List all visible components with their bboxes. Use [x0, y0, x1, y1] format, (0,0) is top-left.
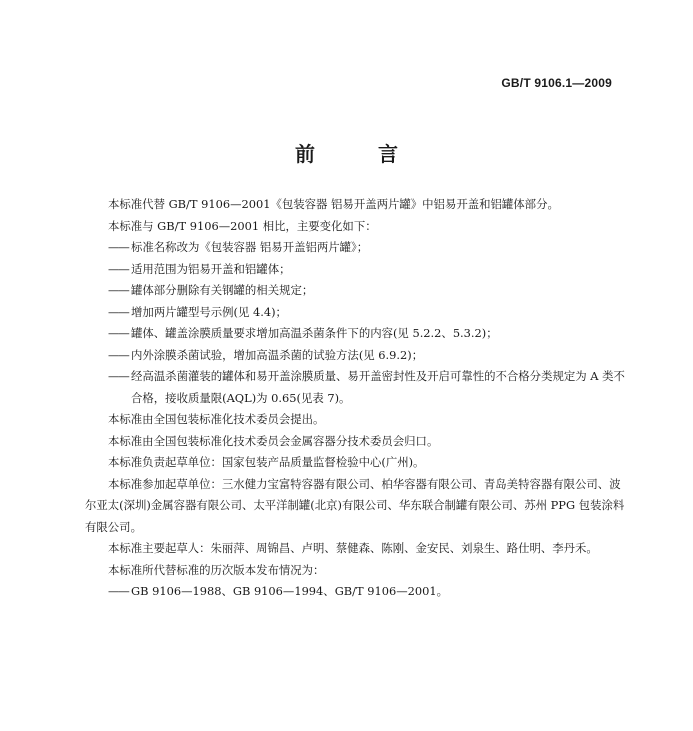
- dash-marker: ——: [108, 283, 129, 297]
- dash-marker: ——: [108, 584, 129, 598]
- dash-marker: ——: [108, 261, 129, 276]
- list-item: —— 罐体、罐盖涂膜质量要求增加高温杀菌条件下的内容(见 5.2.2、5.3.2)；: [85, 323, 625, 345]
- page-title: 前 言: [295, 142, 426, 166]
- document-code: GB/T 9106.1—2009: [501, 76, 612, 90]
- list-item: —— 经高温杀菌灌装的罐体和易开盖涂膜质量、易开盖密封性及开启可靠性的不合格分类规定为 A 类不合格，接收质量限(AQL)为 0.65(见表 7)。: [85, 366, 625, 409]
- paragraph-replacement: 本标准代替 GB/T 9106—2001《包装容器 铝易开盖两片罐》中铝易开盖和铝罐体部分。: [108, 197, 559, 211]
- dash-marker: ——: [108, 304, 129, 319]
- list-item: —— 适用范围为铝易开盖和铝罐体；: [85, 259, 625, 281]
- list-item: —— 内外涂膜杀菌试验，增加高温杀菌的试验方法(见 6.9.2)；: [85, 345, 625, 367]
- paragraph-participating-drafters: 本标准参加起草单位：三水健力宝富特容器有限公司、柏华容器有限公司、青岛美特容器有限公司、波尔亚太(深圳)金属容器有限公司、太平洋制罐(北京)有限公司、华东联合制罐有限公司、苏州 PPG 包装涂料有限公司。: [85, 476, 625, 534]
- dash-marker: ——: [108, 369, 129, 383]
- paragraph-centralized: 本标准由全国包装标准化技术委员会金属容器分技术委员会归口。: [108, 433, 439, 448]
- list-item: —— 罐体部分删除有关钢罐的相关规定；: [85, 280, 625, 302]
- history-item: —— GB 9106—1988、GB 9106—1994、GB/T 9106—2001。: [85, 581, 625, 603]
- list-item: —— 增加两片罐型号示例(见 4.4)；: [85, 302, 625, 324]
- document-body: [85, 194, 625, 603]
- dash-marker: ——: [108, 347, 129, 362]
- changes-list: [85, 237, 625, 409]
- paragraph-changes-intro: 本标准与 GB/T 9106—2001 相比，主要变化如下：: [108, 218, 377, 233]
- dash-marker: ——: [108, 326, 129, 340]
- paragraph-main-drafters: 本标准主要起草人：朱丽萍、周锦昌、卢明、蔡健森、陈刚、金安民、刘泉生、路仕明、李丹禾。: [108, 541, 598, 555]
- list-item: —— 标准名称改为《包装容器 铝易开盖铝两片罐》；: [85, 237, 625, 259]
- paragraph-lead-drafter: 本标准负责起草单位：国家包装产品质量监督检验中心(广州)。: [108, 455, 425, 469]
- dash-marker: ——: [108, 240, 129, 254]
- paragraph-history-intro: 本标准所代替标准的历次版本发布情况为：: [108, 562, 325, 577]
- paragraph-proposer: 本标准由全国包装标准化技术委员会提出。: [108, 412, 325, 426]
